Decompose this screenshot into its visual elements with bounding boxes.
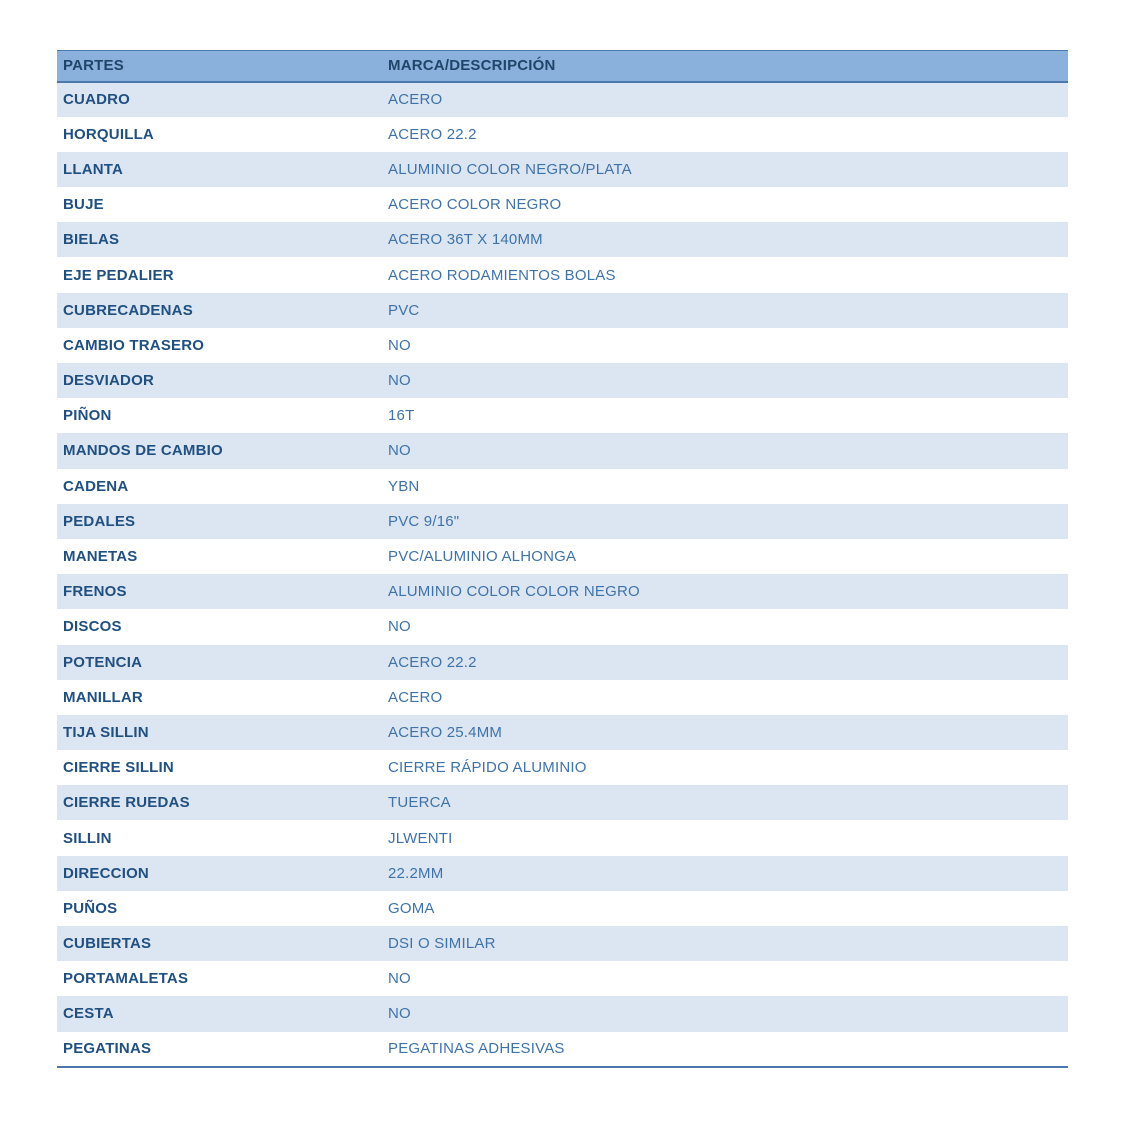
- part-name-cell: PUÑOS: [63, 899, 118, 917]
- table-row: [57, 82, 1068, 117]
- part-name-cell: DESVIADOR: [63, 372, 154, 390]
- description-cell: ALUMINIO COLOR NEGRO/PLATA: [388, 160, 632, 178]
- table-row: [57, 187, 1068, 222]
- table-row: [57, 117, 1068, 152]
- description-cell: JLWENTI: [388, 829, 453, 847]
- description-cell: PEGATINAS ADHESIVAS: [388, 1040, 565, 1058]
- description-cell: ACERO 36T X 140MM: [388, 231, 543, 249]
- table-row: [57, 856, 1068, 891]
- description-cell: PVC: [388, 301, 420, 319]
- part-name-cell: CADENA: [63, 477, 129, 495]
- table-row: [57, 574, 1068, 609]
- part-name-cell: BIELAS: [63, 231, 120, 249]
- header-row: [57, 51, 1068, 82]
- table-row: [57, 785, 1068, 820]
- description-cell: ACERO 22.2: [388, 125, 477, 143]
- part-name-cell: BUJE: [63, 196, 104, 214]
- part-name-cell: PEDALES: [63, 512, 136, 530]
- description-cell: PVC 9/16": [388, 512, 460, 530]
- table-row: [57, 504, 1068, 539]
- table-row: [57, 891, 1068, 926]
- part-name-cell: DIRECCION: [63, 864, 149, 882]
- description-cell: NO: [388, 442, 411, 460]
- part-name-cell: MANETAS: [63, 548, 138, 566]
- part-name-cell: PEGATINAS: [63, 1040, 152, 1058]
- description-cell: NO: [388, 372, 411, 390]
- table-body: [57, 82, 1068, 1067]
- part-name-cell: CIERRE RUEDAS: [63, 794, 190, 812]
- table-row: [57, 680, 1068, 715]
- part-name-cell: HORQUILLA: [63, 125, 154, 143]
- table-row: [57, 926, 1068, 961]
- description-cell: ALUMINIO COLOR COLOR NEGRO: [388, 583, 640, 601]
- description-cell: GOMA: [388, 899, 435, 917]
- part-name-cell: CESTA: [63, 1005, 114, 1023]
- part-name-cell: CAMBIO TRASERO: [63, 336, 205, 354]
- part-name-cell: SILLIN: [63, 829, 112, 847]
- table-row: [57, 539, 1068, 574]
- table-row: [57, 1032, 1068, 1067]
- part-name-cell: MANILLAR: [63, 688, 143, 706]
- table-row: [57, 961, 1068, 996]
- part-name-cell: CUADRO: [63, 91, 131, 109]
- description-cell: CIERRE RÁPIDO ALUMINIO: [388, 759, 587, 777]
- description-cell: 16T: [388, 407, 415, 425]
- table-row: [57, 433, 1068, 468]
- description-cell: 22.2MM: [388, 864, 444, 882]
- part-name-cell: TIJA SILLIN: [63, 723, 149, 741]
- column-header-marca-descripcion: MARCA/DESCRIPCIÓN: [388, 57, 556, 75]
- description-cell: TUERCA: [388, 794, 451, 812]
- table-row: [57, 715, 1068, 750]
- part-name-cell: MANDOS DE CAMBIO: [63, 442, 223, 460]
- description-cell: PVC/ALUMINIO ALHONGA: [388, 548, 577, 566]
- description-cell: NO: [388, 618, 411, 636]
- parts-spec-table-container: [57, 50, 1068, 1068]
- part-name-cell: CUBRECADENAS: [63, 301, 193, 319]
- table-row: [57, 363, 1068, 398]
- part-name-cell: PIÑON: [63, 407, 112, 425]
- part-name-cell: POTENCIA: [63, 653, 143, 671]
- table-row: [57, 152, 1068, 187]
- part-name-cell: PORTAMALETAS: [63, 970, 189, 988]
- description-cell: ACERO 25.4MM: [388, 723, 503, 741]
- table-row: [57, 469, 1068, 504]
- part-name-cell: LLANTA: [63, 160, 124, 178]
- table-row: [57, 257, 1068, 292]
- description-cell: ACERO COLOR NEGRO: [388, 196, 562, 214]
- part-name-cell: CIERRE SILLIN: [63, 759, 174, 777]
- description-cell: DSI O SIMILAR: [388, 935, 496, 953]
- column-header-partes: PARTES: [63, 57, 124, 75]
- table-row: [57, 820, 1068, 855]
- description-cell: ACERO 22.2: [388, 653, 477, 671]
- description-cell: ACERO: [388, 688, 443, 706]
- description-cell: NO: [388, 970, 411, 988]
- description-cell: YBN: [388, 477, 420, 495]
- table-row: [57, 750, 1068, 785]
- part-name-cell: DISCOS: [63, 618, 122, 636]
- table-row: [57, 328, 1068, 363]
- part-name-cell: CUBIERTAS: [63, 935, 152, 953]
- table-row: [57, 996, 1068, 1031]
- description-cell: NO: [388, 1005, 411, 1023]
- table-row: [57, 222, 1068, 257]
- table-row: [57, 398, 1068, 433]
- table-row: [57, 645, 1068, 680]
- part-name-cell: FRENOS: [63, 583, 127, 601]
- table-row: [57, 609, 1068, 644]
- part-name-cell: EJE PEDALIER: [63, 266, 174, 284]
- table-row: [57, 293, 1068, 328]
- description-cell: ACERO: [388, 91, 443, 109]
- description-cell: NO: [388, 336, 411, 354]
- description-cell: ACERO RODAMIENTOS BOLAS: [388, 266, 616, 284]
- parts-spec-table: [57, 50, 1068, 1068]
